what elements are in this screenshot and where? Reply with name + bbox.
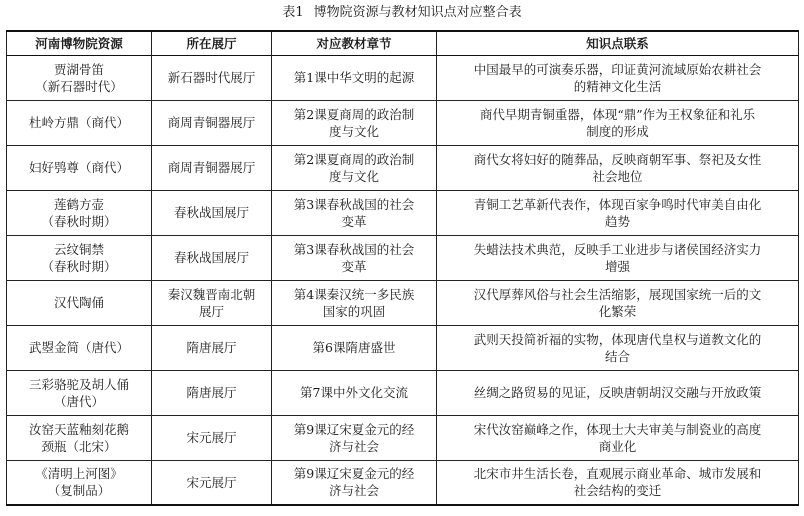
cell-hall-line: 宋元展厅 — [186, 474, 237, 490]
cell-knowledge-line: 武则天投简祈福的实物，体现唐代皇权与道教文化的 — [473, 331, 762, 347]
cell-hall-line: 隋唐展厅 — [186, 340, 237, 355]
cell-hall — [152, 55, 272, 100]
cell-knowledge-line: 化繁荣 — [598, 303, 637, 319]
cell-chapter-line: 第2课夏商周的政治制 — [293, 106, 415, 122]
table-row — [7, 55, 799, 100]
cell-resource-line: 贾湖骨笛 — [53, 61, 104, 77]
cell-chapter-line: 第3课春秋战国的社会 — [293, 196, 415, 212]
cell-chapter — [272, 460, 437, 505]
table-title: 博物院资源与教材知识点对应整合表 — [313, 5, 522, 20]
header-hall: 所在展厅 — [152, 31, 272, 55]
cell-knowledge-line: 社会地位 — [592, 168, 643, 184]
cell-resource — [7, 460, 152, 505]
cell-chapter-line: 第9课辽宋夏金元的经 — [293, 466, 415, 482]
cell-resource-line: （春秋时期） — [41, 213, 117, 229]
cell-knowledge-line: 的精神文化生活 — [573, 78, 662, 94]
cell-resource — [7, 325, 152, 370]
cell-hall-line: 新石器时代展厅 — [167, 70, 256, 85]
cell-knowledge-line: 商代女将妇好的随葬品，反映商朝军事、祭祀及女性 — [473, 151, 762, 167]
cell-knowledge-line: 趋势 — [604, 213, 630, 229]
cell-chapter — [272, 235, 437, 280]
cell-knowledge — [437, 55, 799, 100]
cell-knowledge-line: 商代早期青铜重器，体现“鼎”作为王权象征和礼乐 — [479, 106, 756, 122]
cell-hall — [152, 235, 272, 280]
cell-chapter-line: 第9课辽宋夏金元的经 — [293, 421, 415, 437]
cell-knowledge — [437, 235, 799, 280]
cell-resource-line: （复制品） — [47, 483, 111, 499]
cell-resource-line: 武曌金简（唐代） — [28, 340, 129, 355]
cell-chapter — [272, 100, 437, 145]
cell-chapter — [272, 145, 437, 190]
cell-chapter-line: 度与文化 — [328, 168, 379, 184]
cell-knowledge — [437, 100, 799, 145]
cell-resource — [7, 370, 152, 415]
table-number: 表1 — [282, 5, 304, 20]
cell-resource-line: （春秋时期） — [41, 258, 117, 274]
cell-knowledge-line: 青铜工艺革新代表作，体现百家争鸣时代审美自由化 — [473, 196, 762, 212]
table-row — [7, 280, 799, 325]
table-row — [7, 460, 799, 505]
cell-chapter — [272, 325, 437, 370]
table-header-row — [7, 31, 799, 55]
cell-resource-line: 杜岭方鼎（商代） — [28, 115, 129, 130]
cell-knowledge-line: 丝绸之路贸易的见证，反映唐朝胡汉交融与开放政策 — [473, 385, 762, 400]
table-row — [7, 235, 799, 280]
cell-resource-line: 颈瓶（北宋） — [41, 438, 117, 454]
cell-knowledge — [437, 460, 799, 505]
cell-knowledge-line: 宋代汝窑巅峰之作，体现士大夫审美与制瓷业的高度 — [473, 421, 762, 437]
cell-hall-line: 商周青铜器展厅 — [167, 115, 256, 130]
cell-chapter-line: 度与文化 — [328, 123, 379, 139]
cell-resource-line: 汝窑天蓝釉刻花鹅 — [28, 421, 129, 437]
cell-hall-line: 隋唐展厅 — [186, 385, 237, 400]
cell-chapter — [272, 190, 437, 235]
cell-resource — [7, 415, 152, 460]
cell-hall — [152, 280, 272, 325]
cell-hall — [152, 415, 272, 460]
cell-resource-line: （新石器时代） — [35, 78, 123, 94]
cell-resource-line: （唐代） — [53, 393, 104, 409]
cell-knowledge-line: 增强 — [604, 258, 630, 274]
cell-resource-line: 妇好鸮尊（商代） — [28, 160, 129, 175]
cell-knowledge — [437, 325, 799, 370]
cell-knowledge — [437, 280, 799, 325]
cell-hall — [152, 100, 272, 145]
cell-resource-line: 三彩骆驼及胡人俑 — [28, 376, 129, 392]
cell-hall — [152, 370, 272, 415]
cell-chapter-line: 第1课中华文明的起源 — [293, 70, 415, 85]
cell-chapter-line: 济与社会 — [328, 438, 379, 454]
cell-resource — [7, 100, 152, 145]
table-row — [7, 325, 799, 370]
cell-chapter — [272, 55, 437, 100]
cell-resource-line: 云纹铜禁 — [53, 241, 104, 257]
cell-resource-line: 莲鹤方壶 — [53, 196, 104, 212]
table-caption — [0, 5, 804, 21]
cell-knowledge — [437, 415, 799, 460]
cell-knowledge-line: 制度的形成 — [586, 123, 649, 139]
resource-knowledge-table — [6, 30, 799, 506]
cell-hall — [152, 460, 272, 505]
cell-knowledge-line: 北宋市井生活长卷，直观展示商业革命、城市发展和 — [473, 466, 762, 482]
table-row — [7, 145, 799, 190]
cell-chapter — [272, 415, 437, 460]
cell-knowledge-line: 商业化 — [598, 438, 637, 454]
cell-chapter-line: 变革 — [341, 213, 367, 229]
cell-resource — [7, 55, 152, 100]
cell-resource — [7, 235, 152, 280]
cell-knowledge-line: 汉代厚葬风俗与社会生活缩影，展现国家统一后的文 — [473, 286, 762, 302]
cell-hall-line: 商周青铜器展厅 — [167, 160, 256, 175]
cell-knowledge-line: 结合 — [604, 348, 630, 364]
cell-chapter-line: 第7课中外文化交流 — [300, 385, 408, 400]
cell-chapter-line: 变革 — [341, 258, 367, 274]
cell-chapter-line: 第6课隋唐盛世 — [312, 340, 396, 355]
cell-knowledge — [437, 190, 799, 235]
cell-knowledge-line: 失蜡法技术典范，反映手工业进步与诸侯国经济实力 — [473, 241, 762, 257]
cell-chapter-line: 第2课夏商周的政治制 — [293, 151, 415, 167]
header-chapter: 对应教材章节 — [272, 31, 437, 55]
cell-chapter — [272, 370, 437, 415]
cell-knowledge-line: 社会结构的变迁 — [573, 483, 662, 499]
table-row — [7, 415, 799, 460]
cell-chapter-line: 第4课秦汉统一多民族 — [293, 286, 415, 302]
cell-chapter-line: 第3课春秋战国的社会 — [293, 241, 415, 257]
cell-hall — [152, 325, 272, 370]
cell-resource-line: 汉代陶俑 — [53, 295, 104, 310]
cell-chapter — [272, 280, 437, 325]
cell-chapter-line: 国家的巩固 — [322, 303, 386, 319]
cell-knowledge — [437, 145, 799, 190]
cell-hall — [152, 145, 272, 190]
cell-hall-line: 春秋战国展厅 — [173, 250, 249, 265]
cell-hall-line: 春秋战国展厅 — [173, 205, 249, 220]
cell-hall-line: 宋元展厅 — [186, 430, 237, 445]
table-row — [7, 190, 799, 235]
cell-resource — [7, 190, 152, 235]
cell-hall-line: 秦汉魏晋南北朝 — [167, 286, 256, 302]
cell-knowledge — [437, 370, 799, 415]
cell-resource-line: 《清明上河图》 — [35, 466, 123, 482]
cell-hall-line: 展厅 — [198, 303, 224, 319]
cell-resource — [7, 145, 152, 190]
table-body — [7, 55, 799, 505]
cell-chapter-line: 济与社会 — [328, 483, 379, 499]
table-row — [7, 100, 799, 145]
cell-hall — [152, 190, 272, 235]
header-resource: 河南博物院资源 — [7, 31, 152, 55]
table-row — [7, 370, 799, 415]
cell-resource — [7, 280, 152, 325]
header-knowledge: 知识点联系 — [437, 31, 799, 55]
cell-knowledge-line: 中国最早的可演奏乐器，印证黄河流域原始农耕社会 — [473, 61, 762, 77]
